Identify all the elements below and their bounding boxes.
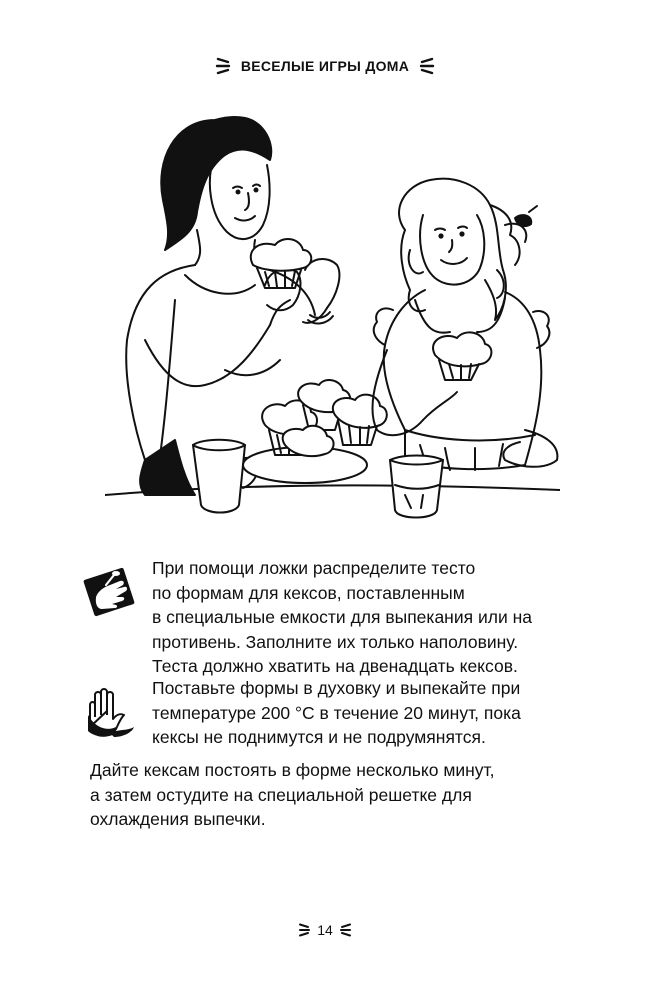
girl-hair (399, 179, 506, 320)
footer-left-dashes-icon (298, 922, 311, 938)
step-2-line: Поставьте формы в духовку и выпекайте при (152, 678, 521, 698)
closing-line: охлаждения выпечки. (90, 809, 266, 829)
closing-line: Дайте кексам постоять в форме несколько минут, (90, 760, 495, 780)
step-2-line: температуре 200 °C в течение 20 минут, пока (152, 702, 521, 723)
oven-mitt-hand-icon (80, 687, 138, 739)
header-title: ВЕСЕЛЫЕ ИГРЫ ДОМА (240, 58, 410, 74)
plate-muffin-3 (333, 395, 387, 428)
step-1-line: по формам для кексов, поставленным (152, 582, 465, 603)
page-number: 14 (317, 922, 333, 938)
step-2-text (152, 676, 582, 750)
closing-line: а затем остудите на специальной решетке для (90, 784, 472, 805)
woman-face (210, 155, 270, 239)
step-1-line: Теста должно хватить на двенадцать кексов. (152, 656, 518, 676)
girl-face (420, 215, 484, 285)
woman-hair (161, 117, 271, 250)
step-1-line: противень. Заполните их только наполовину. (152, 631, 519, 652)
header-right-dashes-icon (419, 56, 435, 76)
mother-daughter-muffins-illustration (105, 100, 560, 530)
woman-torso (126, 265, 195, 460)
step-1-line: При помощи ложки распределите тесто (152, 558, 476, 578)
page-footer (0, 920, 650, 940)
closing-paragraph (90, 758, 570, 832)
running-header (0, 56, 650, 76)
header-left-dashes-icon (215, 56, 231, 76)
spoon-hand-icon (80, 567, 138, 619)
girl-muffin (433, 332, 491, 366)
woman-muffin (251, 239, 311, 271)
step-2-line: кексы не поднимутся и не подрумянятся. (152, 727, 486, 747)
step-1-text (152, 556, 582, 679)
step-1-line: в специальные емкости для выпекания или на (152, 607, 532, 627)
footer-right-dashes-icon (339, 922, 352, 938)
